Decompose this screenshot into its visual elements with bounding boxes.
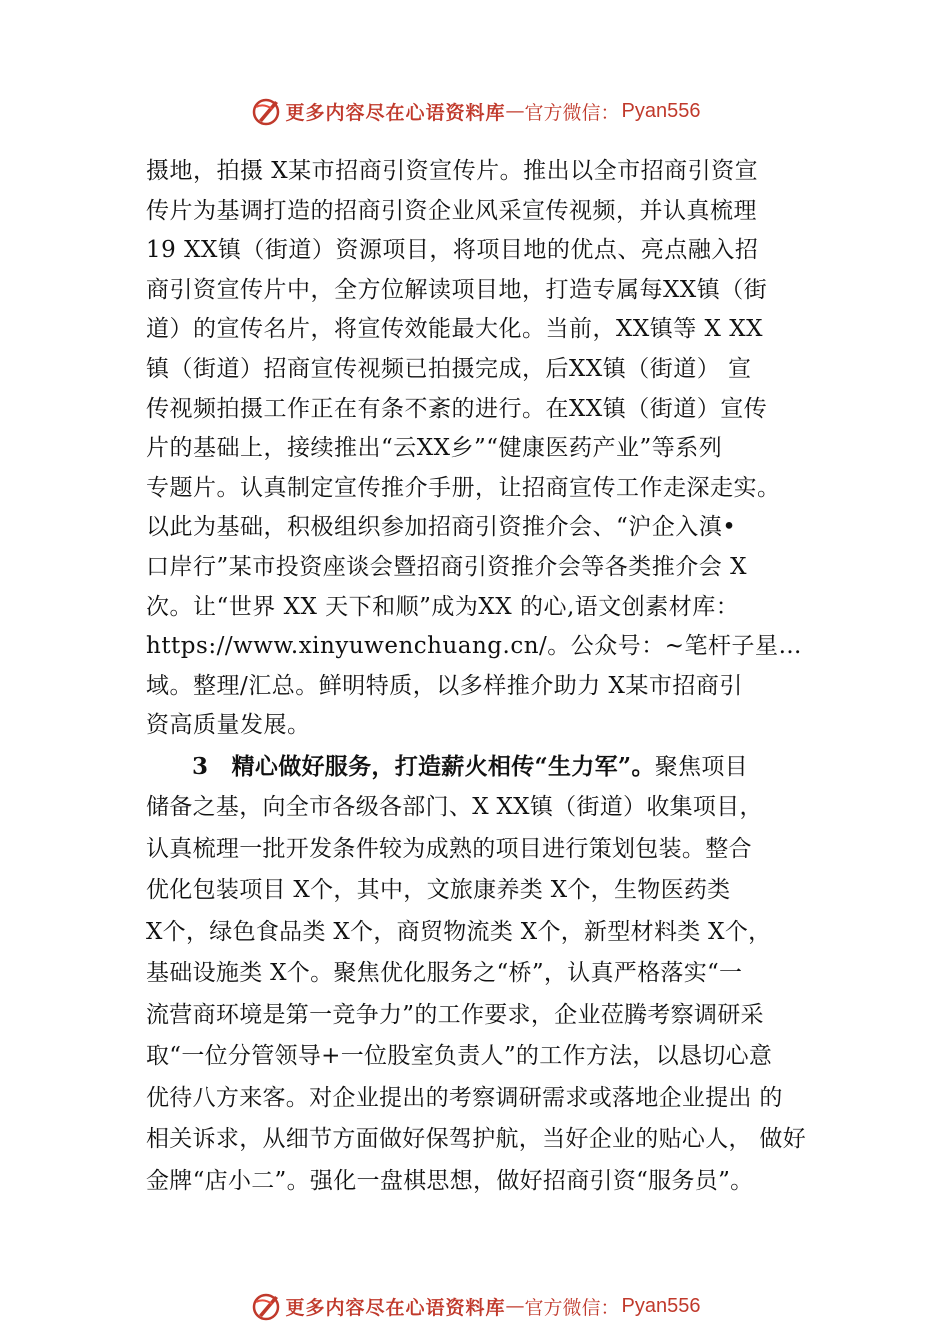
footer-banner xyxy=(0,1290,950,1322)
text-line: 基础设施类 X个。聚焦优化服务之“桥”，认真严格落实“一 xyxy=(146,960,743,987)
text-line: 传视频拍摄工作正在有条不紊的进行。在XX镇（街道）宣传 xyxy=(146,395,768,422)
text-line: 商引资宣传片中，全方位解读项目地，打造专属每XX镇（街 xyxy=(146,276,768,303)
header-banner xyxy=(0,95,950,127)
pen-logo-icon xyxy=(250,1290,282,1322)
text-line: 取“一位分管领导+一位股室负责人”的工作方法，以恳切心意 xyxy=(146,1043,773,1070)
pen-logo-icon xyxy=(250,95,282,127)
paragraph-2 xyxy=(146,746,836,1203)
text-line: 次。让“世界 XX 天下和顺”成为XX 的心,语文创素材库： xyxy=(146,593,740,620)
text-line: 口岸行”某市投资座谈会暨招商引资推介会等各类推介会 X xyxy=(146,553,747,580)
footer-sub-text: 官方微信： xyxy=(524,1296,620,1319)
text-line: 19 XX镇（街道）资源项目，将项目地的优点、亮点融入招 xyxy=(146,237,759,264)
document-body xyxy=(146,152,836,1202)
text-line: https://www.xinyuwenchuang.cn/。公众号：~笔杆子星… xyxy=(146,633,803,660)
footer-main-text: 更多内容尽在心语资料库 xyxy=(285,1296,506,1319)
header-wechat-id: Pyan556 xyxy=(621,99,701,122)
header-sub-text: 官方微信： xyxy=(524,101,620,124)
text-line: 镇（街道）招商宣传视频已拍摄完成，后XX镇（街道） 宣 xyxy=(146,355,752,382)
text-line: 金牌“店小二”。强化一盘棋思想，做好招商引资“服务员”。 xyxy=(146,1167,754,1194)
section-heading: 3 精心做好服务，打造薪火相传“生力军”。 xyxy=(192,752,655,780)
text-line: 相关诉求，从细节方面做好保驾护航，当好企业的贴心人， 做好 xyxy=(146,1126,807,1153)
text-line: 道）的宣传名片，将宣传效能最大化。当前，XX镇等 X XX xyxy=(146,316,763,343)
text-line: 片的基础上，接续推出“云XX乡”“健康医药产业”等系列 xyxy=(146,435,723,462)
text-line: 域。整理/汇总。鲜明特质，以多样推介助力 X某市招商引 xyxy=(146,672,743,699)
text-line: 以此为基础，积极组织参加招商引资推介会、“沪企入滇• xyxy=(146,514,737,541)
footer-dash: — xyxy=(505,1295,525,1317)
text-line: 认真梳理一批开发条件较为成熟的项目进行策划包装。整合 xyxy=(146,835,752,862)
text-line: 专题片。认真制定宣传推介手册，让招商宣传工作走深走实。 xyxy=(146,474,781,501)
heading-continuation: 聚焦项目 xyxy=(654,753,748,780)
text-line: X个，绿色食品类 X个，商贸物流类 X个，新型材料类 X个， xyxy=(146,918,772,945)
text-line: 资高质量发展。 xyxy=(146,712,311,739)
header-dash: — xyxy=(505,100,525,122)
footer-wechat-id: Pyan556 xyxy=(621,1294,701,1317)
text-line: 优待八方来客。对企业提出的考察调研需求或落地企业提出 的 xyxy=(146,1084,783,1111)
paragraph-1 xyxy=(146,152,836,746)
paragraph-2-first-line xyxy=(146,746,836,788)
text-line: 流营商环境是第一竞争力”的工作要求，企业莅腾考察调研采 xyxy=(146,1001,764,1028)
text-line: 储备之基，向全市各级各部门、X XX镇（街道）收集项目， xyxy=(146,794,763,821)
text-line: 传片为基调打造的招商引资企业风采宣传视频，并认真梳理 xyxy=(146,197,757,224)
text-line: 优化包装项目 X个，其中，文旅康养类 X个，生物医药类 xyxy=(146,877,731,904)
header-main-text: 更多内容尽在心语资料库 xyxy=(285,101,506,124)
text-line: 摄地，拍摄 X某市招商引资宣传片。推出以全市招商引资宣 xyxy=(146,158,759,184)
